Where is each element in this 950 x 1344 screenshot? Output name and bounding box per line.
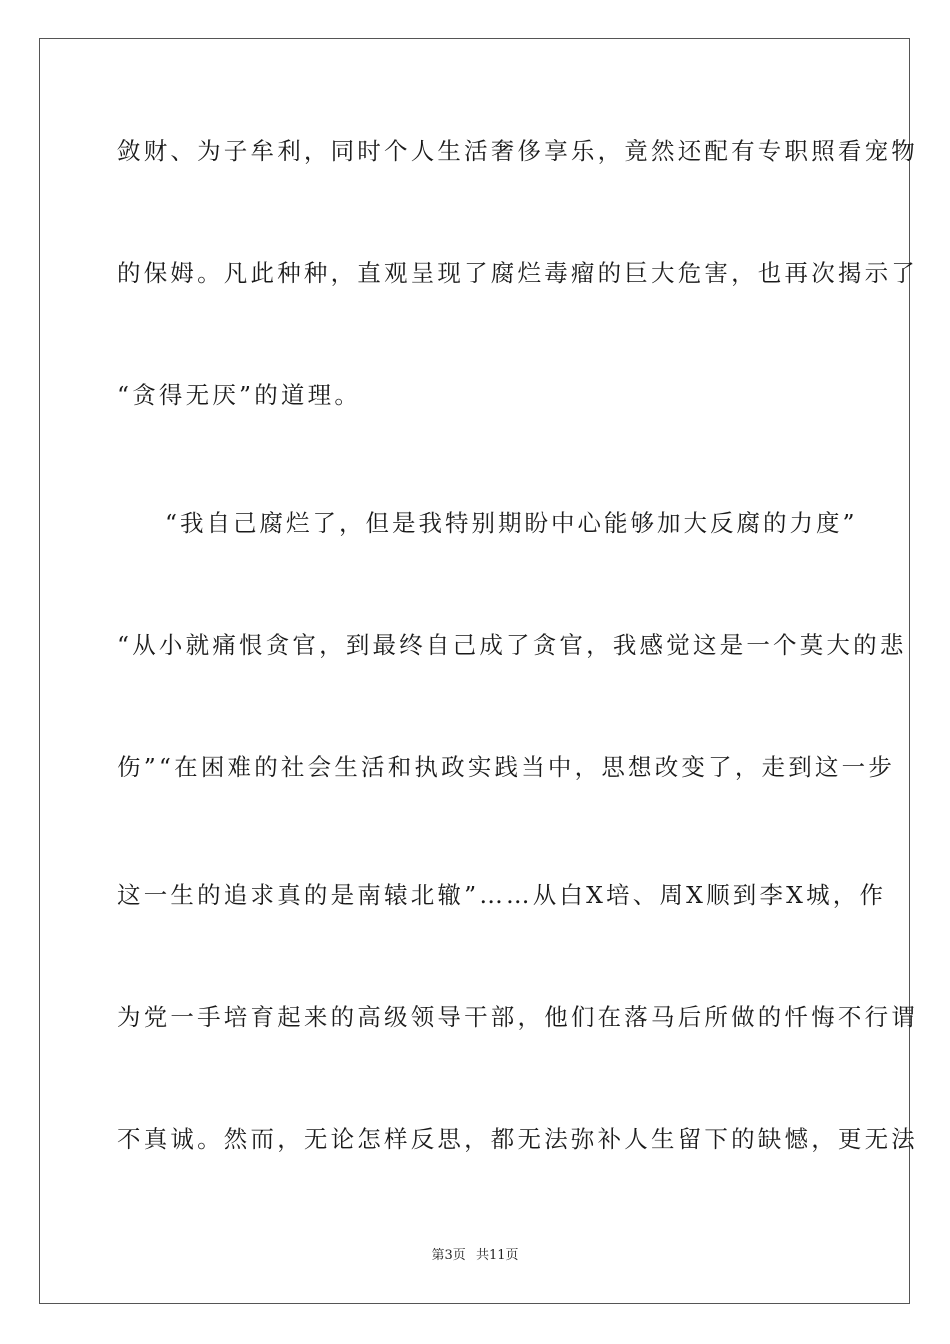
paragraph-line-1: 敛财、为子牟利，同时个人生活奢侈享乐，竟然还配有专职照看宠物 [117, 137, 918, 165]
page-number: 第3页 [431, 1248, 466, 1263]
page-footer [0, 1247, 950, 1265]
paragraph-line-4: “我自己腐烂了，但是我特别期盼中心能够加大反腐的力度” [165, 509, 858, 537]
paragraph-line-7: 这一生的追求真的是南辕北辙”……从白X培、周X顺到李X城，作 [117, 881, 887, 909]
paragraph-line-6: 伤”“在困难的社会生活和执政实践当中，思想改变了，走到这一步 [117, 753, 896, 781]
paragraph-line-2: 的保姆。凡此种种，直观呈现了腐烂毒瘤的巨大危害，也再次揭示了 [117, 259, 918, 287]
paragraph-line-8: 为党一手培育起来的高级领导干部，他们在落马后所做的忏悔不行谓 [117, 1003, 918, 1031]
paragraph-line-5: “从小就痛恨贪官，到最终自己成了贪官，我感觉这是一个莫大的悲 [117, 631, 907, 659]
page-border [39, 38, 918, 1304]
page-total: 共11页 [475, 1248, 519, 1263]
paragraph-line-3: “贪得无厌”的道理。 [117, 381, 362, 409]
paragraph-line-9: 不真诚。然而，无论怎样反思，都无法弥补人生留下的缺憾，更无法 [117, 1125, 918, 1153]
